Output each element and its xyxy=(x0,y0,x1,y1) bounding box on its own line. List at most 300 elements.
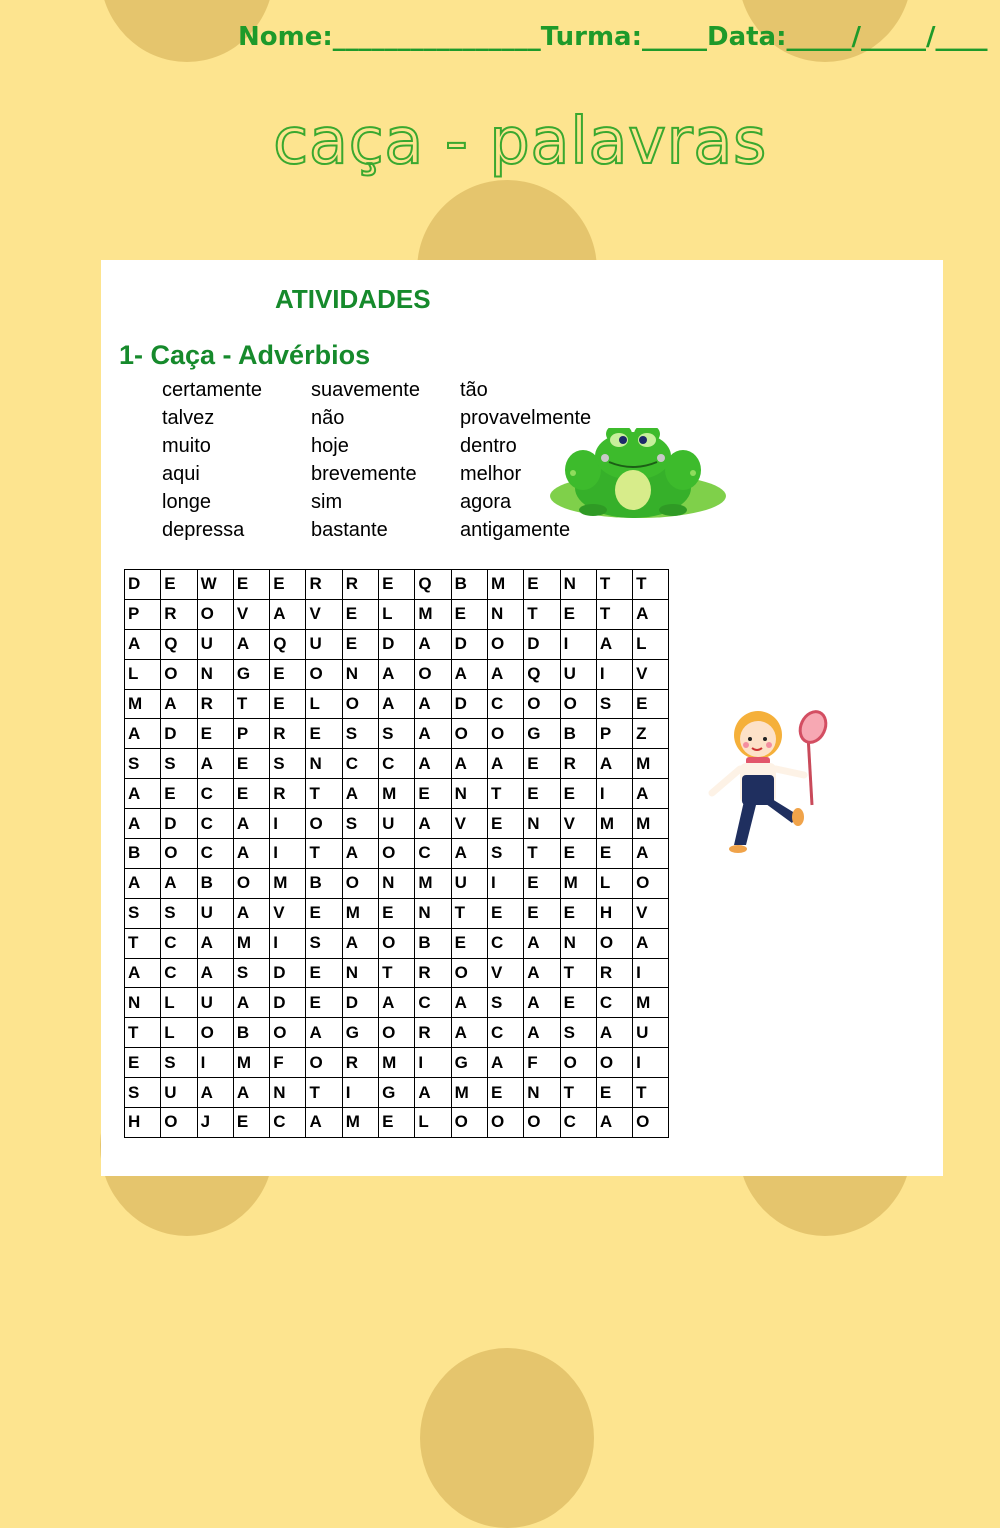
grid-cell[interactable]: B xyxy=(451,570,487,600)
grid-cell[interactable]: C xyxy=(379,749,415,779)
grid-cell[interactable]: A xyxy=(306,1018,342,1048)
grid-cell[interactable]: C xyxy=(270,1108,306,1138)
grid-cell[interactable]: A xyxy=(633,928,669,958)
grid-cell[interactable]: O xyxy=(306,809,342,839)
grid-cell[interactable]: I xyxy=(596,659,632,689)
grid-cell[interactable]: G xyxy=(342,1018,378,1048)
grid-cell[interactable]: D xyxy=(161,809,197,839)
grid-cell[interactable]: A xyxy=(596,1108,632,1138)
grid-cell[interactable]: S xyxy=(233,958,269,988)
grid-cell[interactable]: I xyxy=(342,1078,378,1108)
grid-cell[interactable]: V xyxy=(487,958,523,988)
grid-cell[interactable]: U xyxy=(451,868,487,898)
grid-cell[interactable]: E xyxy=(306,988,342,1018)
grid-cell[interactable]: N xyxy=(524,809,560,839)
grid-cell[interactable]: M xyxy=(633,988,669,1018)
grid-cell[interactable]: E xyxy=(596,839,632,869)
grid-cell[interactable]: E xyxy=(379,1108,415,1138)
grid-cell[interactable]: P xyxy=(125,599,161,629)
grid-cell[interactable]: N xyxy=(451,779,487,809)
grid-cell[interactable]: S xyxy=(125,1078,161,1108)
grid-cell[interactable]: T xyxy=(560,958,596,988)
grid-cell[interactable]: A xyxy=(197,1078,233,1108)
grid-cell[interactable]: O xyxy=(487,719,523,749)
grid-cell[interactable]: E xyxy=(233,749,269,779)
grid-cell[interactable]: D xyxy=(270,988,306,1018)
grid-cell[interactable]: E xyxy=(451,928,487,958)
grid-cell[interactable]: S xyxy=(161,898,197,928)
grid-cell[interactable]: O xyxy=(524,689,560,719)
grid-cell[interactable]: L xyxy=(633,629,669,659)
grid-cell[interactable]: V xyxy=(633,659,669,689)
grid-cell[interactable]: T xyxy=(596,599,632,629)
grid-cell[interactable]: S xyxy=(342,809,378,839)
grid-row xyxy=(125,719,669,749)
grid-cell[interactable]: A xyxy=(233,839,269,869)
grid-cell[interactable]: E xyxy=(233,779,269,809)
grid-cell[interactable]: M xyxy=(451,1078,487,1108)
grid-cell[interactable]: A xyxy=(233,1078,269,1108)
grid-cell[interactable]: T xyxy=(633,1078,669,1108)
grid-cell[interactable]: A xyxy=(233,809,269,839)
grid-cell[interactable]: G xyxy=(379,1078,415,1108)
grid-cell[interactable]: O xyxy=(451,1108,487,1138)
grid-cell[interactable]: S xyxy=(161,749,197,779)
grid-cell[interactable]: I xyxy=(596,779,632,809)
grid-cell[interactable]: O xyxy=(270,1018,306,1048)
grid-cell[interactable]: A xyxy=(451,988,487,1018)
grid-cell[interactable]: I xyxy=(633,958,669,988)
grid-cell[interactable]: R xyxy=(415,958,451,988)
grid-cell[interactable]: R xyxy=(270,719,306,749)
grid-cell[interactable]: E xyxy=(379,570,415,600)
grid-cell[interactable]: O xyxy=(596,928,632,958)
grid-cell[interactable]: A xyxy=(415,1078,451,1108)
grid-cell[interactable]: V xyxy=(306,599,342,629)
grid-cell[interactable]: S xyxy=(342,719,378,749)
grid-cell[interactable]: S xyxy=(560,1018,596,1048)
grid-cell[interactable]: G xyxy=(451,1048,487,1078)
grid-cell[interactable]: R xyxy=(560,749,596,779)
grid-cell[interactable]: S xyxy=(596,689,632,719)
grid-cell[interactable]: E xyxy=(487,809,523,839)
grid-cell[interactable]: E xyxy=(487,1078,523,1108)
grid-cell[interactable]: O xyxy=(233,868,269,898)
grid-cell[interactable]: I xyxy=(270,839,306,869)
grid-cell[interactable]: O xyxy=(560,689,596,719)
grid-cell[interactable]: R xyxy=(197,689,233,719)
grid-cell[interactable]: I xyxy=(270,928,306,958)
grid-cell[interactable]: U xyxy=(197,629,233,659)
grid-cell[interactable]: U xyxy=(197,898,233,928)
word-item: brevemente xyxy=(311,463,417,485)
grid-cell[interactable]: U xyxy=(306,629,342,659)
grid-cell[interactable]: A xyxy=(197,958,233,988)
grid-cell[interactable]: T xyxy=(125,1018,161,1048)
grid-row xyxy=(125,958,669,988)
grid-cell[interactable]: D xyxy=(342,988,378,1018)
grid-cell[interactable]: A xyxy=(524,1018,560,1048)
grid-cell[interactable]: R xyxy=(342,570,378,600)
grid-cell[interactable]: M xyxy=(125,689,161,719)
grid-cell[interactable]: A xyxy=(596,1018,632,1048)
grid-cell[interactable]: R xyxy=(270,779,306,809)
grid-cell[interactable]: A xyxy=(125,868,161,898)
grid-cell[interactable]: O xyxy=(161,839,197,869)
grid-cell[interactable]: C xyxy=(487,689,523,719)
grid-cell[interactable]: Z xyxy=(633,719,669,749)
grid-cell[interactable]: A xyxy=(415,629,451,659)
grid-cell[interactable]: R xyxy=(342,1048,378,1078)
grid-cell[interactable]: A xyxy=(415,719,451,749)
grid-cell[interactable]: D xyxy=(524,629,560,659)
grid-cell[interactable]: E xyxy=(560,988,596,1018)
grid-cell[interactable]: E xyxy=(270,570,306,600)
grid-cell[interactable]: D xyxy=(270,958,306,988)
grid-cell[interactable]: M xyxy=(342,898,378,928)
grid-cell[interactable]: L xyxy=(306,689,342,719)
grid-cell[interactable]: I xyxy=(197,1048,233,1078)
grid-cell[interactable]: A xyxy=(125,958,161,988)
decor-dot xyxy=(420,1348,594,1528)
grid-cell[interactable]: A xyxy=(487,659,523,689)
grid-cell[interactable]: C xyxy=(197,779,233,809)
grid-cell[interactable]: E xyxy=(560,839,596,869)
grid-cell[interactable]: Q xyxy=(161,629,197,659)
grid-cell[interactable]: M xyxy=(560,868,596,898)
grid-cell[interactable]: T xyxy=(233,689,269,719)
grid-cell[interactable]: I xyxy=(270,809,306,839)
grid-cell[interactable]: A xyxy=(342,779,378,809)
grid-cell[interactable]: C xyxy=(415,988,451,1018)
grid-cell[interactable]: E xyxy=(633,689,669,719)
grid-cell[interactable]: O xyxy=(379,1018,415,1048)
grid-cell[interactable]: I xyxy=(487,868,523,898)
word-item: aqui xyxy=(162,463,200,485)
grid-cell[interactable]: D xyxy=(451,629,487,659)
grid-cell[interactable]: L xyxy=(596,868,632,898)
grid-cell[interactable]: A xyxy=(233,988,269,1018)
grid-cell[interactable]: A xyxy=(415,749,451,779)
grid-cell[interactable]: A xyxy=(451,1018,487,1048)
grid-cell[interactable]: A xyxy=(379,689,415,719)
grid-cell[interactable]: Q xyxy=(415,570,451,600)
grid-cell[interactable]: S xyxy=(487,988,523,1018)
grid-cell[interactable]: O xyxy=(633,1108,669,1138)
grid-cell[interactable]: E xyxy=(161,779,197,809)
grid-cell[interactable]: T xyxy=(487,779,523,809)
grid-cell[interactable]: A xyxy=(342,928,378,958)
grid-cell[interactable]: O xyxy=(451,719,487,749)
grid-cell[interactable]: C xyxy=(197,839,233,869)
grid-cell[interactable]: N xyxy=(306,749,342,779)
grid-cell[interactable]: I xyxy=(415,1048,451,1078)
grid-cell[interactable]: A xyxy=(125,779,161,809)
grid-cell[interactable]: A xyxy=(524,988,560,1018)
grid-cell[interactable]: E xyxy=(306,719,342,749)
grid-cell[interactable]: U xyxy=(379,809,415,839)
grid-cell[interactable]: M xyxy=(379,779,415,809)
word-item: tão xyxy=(460,379,488,401)
grid-cell[interactable]: A xyxy=(451,749,487,779)
grid-cell[interactable]: C xyxy=(415,839,451,869)
grid-cell[interactable]: L xyxy=(415,1108,451,1138)
grid-cell[interactable]: E xyxy=(524,868,560,898)
grid-cell[interactable]: Q xyxy=(270,629,306,659)
grid-cell[interactable]: R xyxy=(306,570,342,600)
grid-cell[interactable]: T xyxy=(125,928,161,958)
grid-cell[interactable]: R xyxy=(415,1018,451,1048)
grid-cell[interactable]: B xyxy=(233,1018,269,1048)
grid-cell[interactable]: M xyxy=(415,599,451,629)
grid-cell[interactable]: H xyxy=(596,898,632,928)
grid-cell[interactable]: C xyxy=(197,809,233,839)
grid-cell[interactable]: S xyxy=(379,719,415,749)
word-item: não xyxy=(311,407,345,429)
grid-cell[interactable]: C xyxy=(342,749,378,779)
grid-cell[interactable]: C xyxy=(487,1018,523,1048)
section-title: 1- Caça - Advérbios xyxy=(119,340,371,370)
grid-cell[interactable]: B xyxy=(306,868,342,898)
grid-cell[interactable]: A xyxy=(633,839,669,869)
grid-cell[interactable]: T xyxy=(524,839,560,869)
grid-cell[interactable]: N xyxy=(415,898,451,928)
grid-cell[interactable]: T xyxy=(451,898,487,928)
grid-cell[interactable]: D xyxy=(451,689,487,719)
grid-cell[interactable]: M xyxy=(233,1048,269,1078)
grid-cell[interactable]: A xyxy=(233,898,269,928)
grid-cell[interactable]: L xyxy=(161,1018,197,1048)
grid-cell[interactable]: V xyxy=(560,809,596,839)
grid-cell[interactable]: L xyxy=(161,988,197,1018)
grid-cell[interactable]: E xyxy=(596,1078,632,1108)
grid-cell[interactable]: N xyxy=(342,659,378,689)
grid-cell[interactable]: N xyxy=(560,928,596,958)
grid-cell[interactable]: E xyxy=(270,659,306,689)
grid-cell[interactable]: O xyxy=(342,689,378,719)
grid-cell[interactable]: E xyxy=(342,629,378,659)
grid-cell[interactable]: E xyxy=(560,599,596,629)
grid-cell[interactable]: O xyxy=(197,1018,233,1048)
grid-cell[interactable]: M xyxy=(379,1048,415,1078)
grid-cell[interactable]: W xyxy=(197,570,233,600)
grid-cell[interactable]: A xyxy=(633,779,669,809)
grid-cell[interactable]: C xyxy=(596,988,632,1018)
grid-cell[interactable]: A xyxy=(379,659,415,689)
grid-cell[interactable]: A xyxy=(342,839,378,869)
grid-cell[interactable]: E xyxy=(487,898,523,928)
grid-cell[interactable]: E xyxy=(524,779,560,809)
grid-cell[interactable]: F xyxy=(270,1048,306,1078)
grid-row xyxy=(125,659,669,689)
grid-cell[interactable]: E xyxy=(524,570,560,600)
word-list-column-2 xyxy=(311,376,420,544)
grid-cell[interactable]: O xyxy=(560,1048,596,1078)
grid-cell[interactable]: N xyxy=(197,659,233,689)
grid-cell[interactable]: A xyxy=(487,749,523,779)
grid-cell[interactable]: E xyxy=(560,898,596,928)
grid-cell[interactable]: A xyxy=(306,1108,342,1138)
grid-cell[interactable]: E xyxy=(233,570,269,600)
grid-cell[interactable]: A xyxy=(524,958,560,988)
grid-cell[interactable]: N xyxy=(560,570,596,600)
grid-cell[interactable]: A xyxy=(596,629,632,659)
grid-cell[interactable]: E xyxy=(524,749,560,779)
grid-cell[interactable]: T xyxy=(633,570,669,600)
grid-cell[interactable]: F xyxy=(524,1048,560,1078)
grid-cell[interactable]: N xyxy=(487,599,523,629)
grid-cell[interactable]: A xyxy=(125,809,161,839)
grid-cell[interactable]: T xyxy=(306,1078,342,1108)
grid-cell[interactable]: U xyxy=(560,659,596,689)
grid-cell[interactable]: U xyxy=(197,988,233,1018)
grid-cell[interactable]: O xyxy=(161,1108,197,1138)
grid-cell[interactable]: C xyxy=(487,928,523,958)
grid-cell[interactable]: A xyxy=(125,629,161,659)
grid-cell[interactable]: A xyxy=(451,839,487,869)
grid-cell[interactable]: G xyxy=(524,719,560,749)
grid-cell[interactable]: T xyxy=(379,958,415,988)
grid-cell[interactable]: N xyxy=(379,868,415,898)
grid-cell[interactable]: O xyxy=(596,1048,632,1078)
grid-cell[interactable]: T xyxy=(596,570,632,600)
grid-cell[interactable]: A xyxy=(270,599,306,629)
grid-cell[interactable]: V xyxy=(270,898,306,928)
grid-cell[interactable]: E xyxy=(125,1048,161,1078)
grid-cell[interactable]: N xyxy=(125,988,161,1018)
grid-cell[interactable]: U xyxy=(633,1018,669,1048)
grid-cell[interactable]: B xyxy=(197,868,233,898)
grid-cell[interactable]: M xyxy=(233,928,269,958)
grid-cell[interactable]: E xyxy=(560,779,596,809)
grid-cell[interactable]: O xyxy=(342,868,378,898)
grid-cell[interactable]: M xyxy=(487,570,523,600)
grid-cell[interactable]: C xyxy=(560,1108,596,1138)
grid-cell[interactable]: N xyxy=(270,1078,306,1108)
grid-cell[interactable]: M xyxy=(342,1108,378,1138)
grid-cell[interactable]: E xyxy=(451,599,487,629)
grid-cell[interactable]: J xyxy=(197,1108,233,1138)
grid-cell[interactable]: E xyxy=(306,898,342,928)
grid-cell[interactable]: O xyxy=(633,868,669,898)
grid-cell[interactable]: L xyxy=(379,599,415,629)
grid-cell[interactable]: A xyxy=(161,868,197,898)
activities-heading: ATIVIDADES xyxy=(275,284,431,314)
grid-cell[interactable]: A xyxy=(197,928,233,958)
grid-cell[interactable]: D xyxy=(379,629,415,659)
grid-cell[interactable]: O xyxy=(379,839,415,869)
grid-cell[interactable]: S xyxy=(125,898,161,928)
grid-cell[interactable]: V xyxy=(633,898,669,928)
grid-cell[interactable]: V xyxy=(233,599,269,629)
grid-cell[interactable]: O xyxy=(306,1048,342,1078)
grid-cell[interactable]: O xyxy=(379,928,415,958)
grid-row xyxy=(125,629,669,659)
grid-cell[interactable]: A xyxy=(415,689,451,719)
grid-cell[interactable]: O xyxy=(197,599,233,629)
grid-cell[interactable]: A xyxy=(161,689,197,719)
grid-cell[interactable]: V xyxy=(451,809,487,839)
grid-cell[interactable]: A xyxy=(379,988,415,1018)
grid-cell[interactable]: A xyxy=(125,719,161,749)
grid-cell[interactable]: E xyxy=(342,599,378,629)
grid-cell[interactable]: A xyxy=(451,659,487,689)
grid-cell[interactable]: P xyxy=(596,719,632,749)
grid-row xyxy=(125,1048,669,1078)
grid-cell[interactable]: O xyxy=(306,659,342,689)
grid-cell[interactable]: D xyxy=(161,719,197,749)
grid-cell[interactable]: O xyxy=(451,958,487,988)
grid-cell[interactable]: A xyxy=(524,928,560,958)
grid-cell[interactable]: M xyxy=(270,868,306,898)
grid-cell[interactable]: A xyxy=(233,629,269,659)
grid-cell[interactable]: E xyxy=(233,1108,269,1138)
grid-cell[interactable]: M xyxy=(596,809,632,839)
grid-cell[interactable]: L xyxy=(125,659,161,689)
grid-cell[interactable]: Q xyxy=(524,659,560,689)
grid-cell[interactable]: M xyxy=(633,809,669,839)
grid-cell[interactable]: C xyxy=(161,928,197,958)
grid-cell[interactable]: N xyxy=(342,958,378,988)
grid-cell[interactable]: S xyxy=(161,1048,197,1078)
grid-cell[interactable]: M xyxy=(415,868,451,898)
grid-cell[interactable]: E xyxy=(197,719,233,749)
grid-cell[interactable]: R xyxy=(161,599,197,629)
grid-cell[interactable]: A xyxy=(596,749,632,779)
grid-cell[interactable]: B xyxy=(415,928,451,958)
grid-cell[interactable]: E xyxy=(379,898,415,928)
grid-cell[interactable]: S xyxy=(487,839,523,869)
grid-cell[interactable]: P xyxy=(233,719,269,749)
grid-cell[interactable]: I xyxy=(560,629,596,659)
grid-cell[interactable]: E xyxy=(524,898,560,928)
grid-cell[interactable]: O xyxy=(487,629,523,659)
grid-cell[interactable]: O xyxy=(524,1108,560,1138)
grid-cell[interactable]: E xyxy=(415,779,451,809)
grid-cell[interactable]: U xyxy=(161,1078,197,1108)
word-item: agora xyxy=(460,491,512,513)
grid-cell[interactable]: H xyxy=(125,1108,161,1138)
grid-cell[interactable]: G xyxy=(233,659,269,689)
grid-cell[interactable]: D xyxy=(125,570,161,600)
grid-cell[interactable]: N xyxy=(524,1078,560,1108)
grid-cell[interactable]: A xyxy=(633,599,669,629)
grid-cell[interactable]: E xyxy=(306,958,342,988)
grid-cell[interactable]: O xyxy=(161,659,197,689)
grid-cell[interactable]: B xyxy=(560,719,596,749)
grid-cell[interactable]: A xyxy=(415,809,451,839)
grid-cell[interactable]: O xyxy=(415,659,451,689)
grid-cell[interactable]: T xyxy=(306,779,342,809)
grid-cell[interactable]: I xyxy=(633,1048,669,1078)
grid-cell[interactable]: S xyxy=(270,749,306,779)
grid-cell[interactable]: T xyxy=(560,1078,596,1108)
grid-cell[interactable]: E xyxy=(161,570,197,600)
grid-cell[interactable]: A xyxy=(487,1048,523,1078)
grid-cell[interactable]: E xyxy=(270,689,306,719)
grid-cell[interactable]: T xyxy=(306,839,342,869)
grid-cell[interactable]: A xyxy=(197,749,233,779)
grid-cell[interactable]: M xyxy=(633,749,669,779)
grid-cell[interactable]: B xyxy=(125,839,161,869)
word-item: longe xyxy=(162,491,211,513)
grid-cell[interactable]: O xyxy=(487,1108,523,1138)
grid-cell[interactable]: R xyxy=(596,958,632,988)
grid-cell[interactable]: S xyxy=(306,928,342,958)
grid-cell[interactable]: T xyxy=(524,599,560,629)
grid-cell[interactable]: S xyxy=(125,749,161,779)
grid-cell[interactable]: C xyxy=(161,958,197,988)
